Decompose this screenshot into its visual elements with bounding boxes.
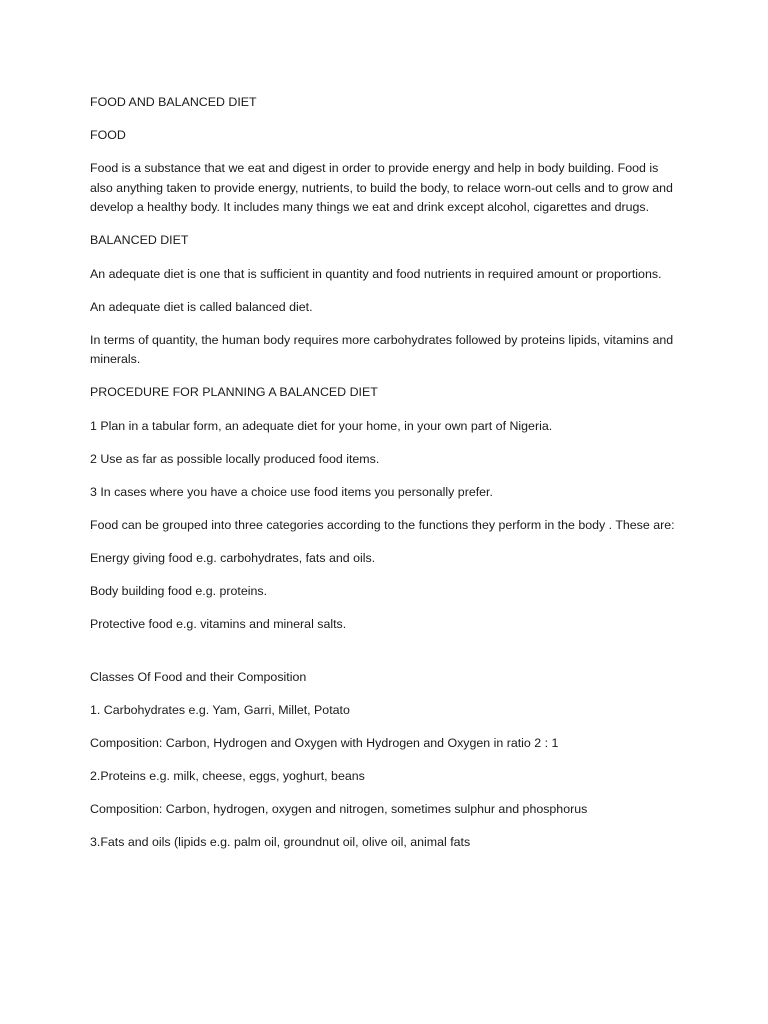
- adequate-diet-called-paragraph: An adequate diet is called balanced diet.: [90, 299, 313, 314]
- heading-procedure: PROCEDURE FOR PLANNING A BALANCED DIET: [90, 385, 378, 400]
- composition-proteins: Composition: Carbon, hydrogen, oxygen and nitrogen, sometimes sulphur and phosphorus: [90, 802, 588, 817]
- category-body-building: Body building food e.g. proteins.: [90, 584, 268, 598]
- procedure-step-1: 1 Plan in a tabular form, an adequate diet for your home, in your own part of Nigeria.: [90, 418, 553, 433]
- document-title: FOOD AND BALANCED DIET: [90, 95, 257, 109]
- heading-classes: Classes Of Food and their Composition: [90, 669, 307, 684]
- heading-balanced-diet: BALANCED DIET: [90, 233, 189, 248]
- blank-line: [90, 648, 678, 668]
- heading-food: FOOD: [90, 128, 126, 143]
- class-carbohydrates: 1. Carbohydrates e.g. Yam, Garri, Millet, Potato: [90, 702, 350, 717]
- procedure-step-2: 2 Use as far as possible locally produced food items.: [90, 451, 380, 466]
- category-energy-giving: Energy giving food e.g. carbohydrates, fats and oils.: [90, 550, 376, 565]
- class-fats-and-oils: 3.Fats and oils (lipids e.g. palm oil, groundnut oil, olive oil, animal fats: [90, 835, 471, 850]
- category-protective: Protective food e.g. vitamins and mineral salts.: [90, 617, 347, 632]
- composition-carbohydrates: Composition: Carbon, Hydrogen and Oxygen with Hydrogen and Oxygen in ratio 2 : 1: [90, 735, 559, 750]
- procedure-step-3: 3 In cases where you have a choice use food items you personally prefer.: [90, 484, 493, 499]
- class-proteins: 2.Proteins e.g. milk, cheese, eggs, yoghurt, beans: [90, 769, 365, 784]
- quantity-statement-paragraph: In terms of quantity, the human body requires more carbohydrates followed by proteins lipids, vitamins and minerals.: [90, 332, 674, 367]
- adequate-diet-definition-paragraph: An adequate diet is one that is sufficient in quantity and food nutrients in required amount or proportions.: [90, 266, 662, 281]
- categories-intro-paragraph: Food can be grouped into three categories according to the functions they perform in the body . These are:: [90, 517, 675, 532]
- food-definition-paragraph: Food is a substance that we eat and digest in order to provide energy and help in body building. Food is also anything taken to provide energy, nutrients, to build the body, to relace worn-out cells and to grow and develop a healthy body. It includes many things we eat and drink except alcohol, cigarettes and drugs.: [90, 161, 673, 215]
